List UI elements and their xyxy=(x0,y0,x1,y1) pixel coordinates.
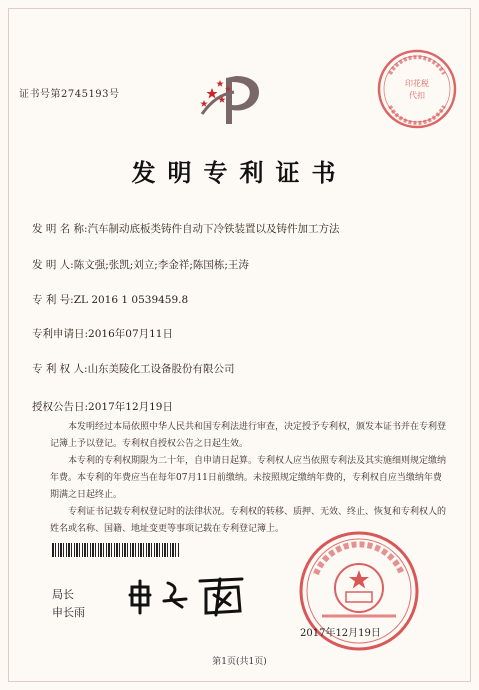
field-label: 授权公告日: xyxy=(32,401,89,413)
field-label: 专 利 权 人: xyxy=(32,363,88,375)
patent-office-logo xyxy=(198,70,268,128)
field-value: 2016年07月11日 xyxy=(88,328,173,340)
cert-no-label: 证书号第 xyxy=(19,89,61,100)
director-title: 局长 xyxy=(52,588,74,601)
field-label: 发 明 名 称: xyxy=(32,223,88,235)
cert-no-value: 2745193 xyxy=(61,89,110,100)
svg-text:代扣: 代扣 xyxy=(409,91,425,100)
field-application-date xyxy=(32,326,173,341)
page-footer: 第1页(共1页) xyxy=(212,657,267,667)
body-paragraph: 本发明经过本局依照中华人民共和国专利法进行审查，决定授予专利权，颁发本证书并在专利登记簿上予以登记。专利权自授权公告之日起生效。 xyxy=(50,422,447,449)
cert-no-suffix: 号 xyxy=(109,89,120,100)
field-patent-number xyxy=(32,292,188,307)
field-value: ZL 2016 1 0539459.8 xyxy=(73,294,189,306)
field-label: 专 利 号: xyxy=(32,294,74,306)
field-inventors xyxy=(32,257,249,272)
certificate-title: 发明专利证书 xyxy=(131,158,348,187)
director-signature xyxy=(120,565,250,625)
barcode xyxy=(52,543,180,557)
body-paragraph: 本专利的专利权期限为二十年，自申请日起算。专利权人应当依照专利法及其实施细则规定缴纳年费。本专利的年费应当在每年07月11日前缴纳。未按照规定缴纳年费的，专利权自应当缴纳年费期满之日起终止。 xyxy=(50,456,447,500)
field-value: 陈文强;张凯;刘立;李金祥;陈国栋;王涛 xyxy=(73,259,249,271)
agency-seal-stamp xyxy=(376,48,458,130)
field-value: 2017年12月19日 xyxy=(88,401,173,413)
field-value: 山东美陵化工设备股份有限公司 xyxy=(87,363,235,375)
certificate-number xyxy=(19,85,120,100)
director-name: 申长雨 xyxy=(52,606,85,619)
field-grant-date xyxy=(32,399,173,414)
field-invention-name xyxy=(32,221,340,236)
field-patentee xyxy=(32,361,235,376)
field-label: 专利申请日: xyxy=(32,328,89,340)
body-paragraph: 专利证书记载专利权登记时的法律状况。专利权的转移、质押、无效、终止、恢复和专利权人的姓名或名称、国籍、地址变更等事项记载在专利登记簿上。 xyxy=(50,507,447,534)
field-label: 发 明 人: xyxy=(32,259,74,271)
certificate-body xyxy=(50,419,450,538)
svg-text:印花税: 印花税 xyxy=(405,79,429,88)
seal-date: 2017年12月19日 xyxy=(300,628,381,639)
field-value: 汽车制动底板类铸件自动下冷铁装置以及铸件加工方法 xyxy=(87,223,340,235)
